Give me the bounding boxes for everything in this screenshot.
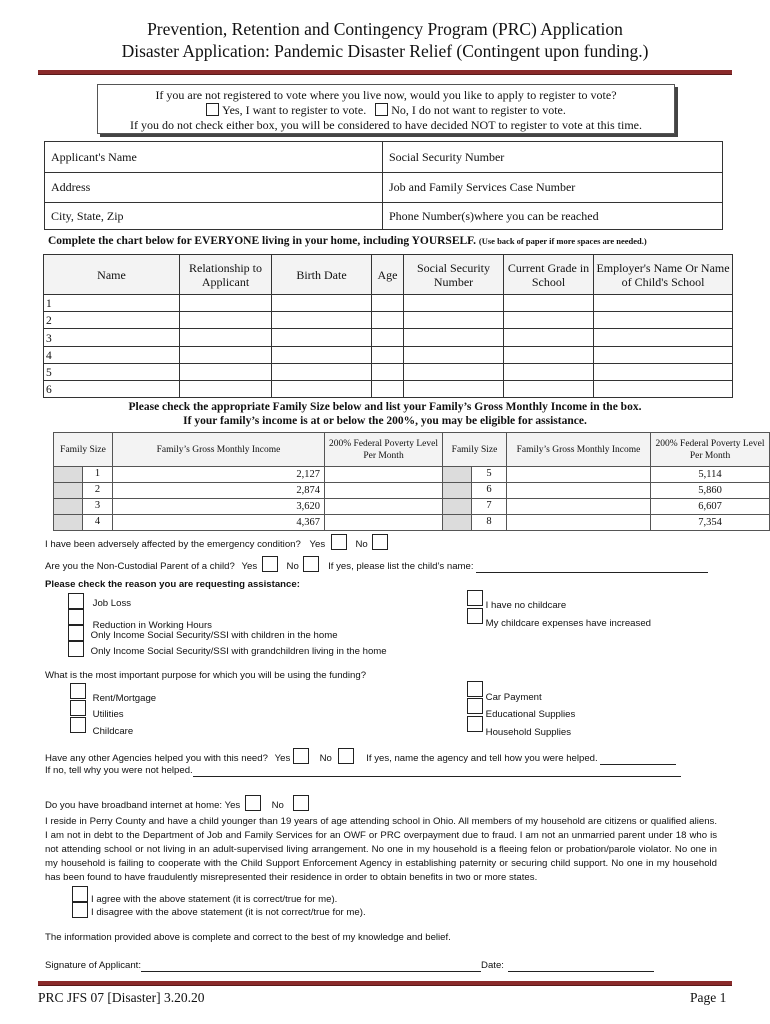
voter-yes-label: Yes, I want to register to vote. xyxy=(222,103,367,117)
household-cell[interactable] xyxy=(504,380,594,397)
household-row-num: 6 xyxy=(44,380,180,397)
family-size: 8 xyxy=(486,516,492,527)
household-cell[interactable] xyxy=(372,312,404,329)
footer-rule xyxy=(38,981,732,986)
household-cell[interactable] xyxy=(594,312,733,329)
family-size: 2 xyxy=(94,484,101,495)
purpose-childcare: Childcare xyxy=(70,717,133,738)
family-size-checkbox[interactable] xyxy=(443,483,472,498)
case-number-field[interactable]: Job and Family Services Case Number xyxy=(383,173,723,203)
col-gross-income: Family’s Gross Monthly Income xyxy=(507,433,651,467)
family-size-checkbox[interactable] xyxy=(443,515,472,530)
household-cell[interactable] xyxy=(504,363,594,380)
household-cell[interactable] xyxy=(372,346,404,363)
gross-income-input[interactable] xyxy=(507,467,651,483)
form-subtitle: Disaster Application: Pandemic Disaster Relief (Contingent upon funding.) xyxy=(121,41,649,61)
household-row-num: 1 xyxy=(44,295,180,312)
col-employer: Employer's Name Or Name of Child's School xyxy=(594,255,733,295)
voter-yes-checkbox[interactable] xyxy=(206,103,219,116)
disagree-option: I disagree with the above statement (it is not correct/true for me). xyxy=(72,902,366,919)
col-birth-date: Birth Date xyxy=(272,255,372,295)
family-size-checkbox[interactable] xyxy=(54,515,83,530)
household-cell[interactable] xyxy=(504,346,594,363)
gross-income-input[interactable] xyxy=(325,483,443,499)
household-row-num: 5 xyxy=(44,363,180,380)
family-size-checkbox[interactable] xyxy=(54,467,83,482)
educational-checkbox[interactable] xyxy=(467,698,483,714)
broadband-no-checkbox[interactable] xyxy=(293,795,309,811)
agree-checkbox[interactable] xyxy=(72,886,88,902)
poverty-amount: 3,620 xyxy=(113,499,325,515)
household-cell[interactable] xyxy=(272,295,372,312)
household-cell[interactable] xyxy=(372,380,404,397)
household-supplies-checkbox[interactable] xyxy=(467,716,483,732)
agencies-no-checkbox[interactable] xyxy=(338,748,354,764)
voter-no-checkbox[interactable] xyxy=(375,103,388,116)
household-cell[interactable] xyxy=(404,312,504,329)
household-cell[interactable] xyxy=(504,329,594,346)
agencies-no-question: If no, tell why you were not helped. xyxy=(45,764,681,777)
household-cell[interactable] xyxy=(594,380,733,397)
poverty-amount: 2,874 xyxy=(113,483,325,499)
applicant-info-table xyxy=(44,141,723,230)
household-row-num: 2 xyxy=(44,312,180,329)
broadband-yes-checkbox[interactable] xyxy=(245,795,261,811)
childcare-increased-checkbox[interactable] xyxy=(467,608,483,624)
signature-row: Signature of Applicant: Date: xyxy=(45,959,654,972)
header-rule xyxy=(38,70,732,75)
form-title: Prevention, Retention and Contingency Program (PRC) Application xyxy=(147,19,623,39)
col-poverty-level: 200% Federal Poverty Level Per Month xyxy=(651,433,770,467)
ssi-grandchildren-checkbox[interactable] xyxy=(68,641,84,657)
noncustodial-yes-checkbox[interactable] xyxy=(262,556,278,572)
no-childcare-checkbox[interactable] xyxy=(467,590,483,606)
agencies-question: Have any other Agencies helped you with this need? Yes No If yes, name the agency and tell how you were helped. xyxy=(45,748,676,765)
purpose-rent: Rent/Mortgage xyxy=(70,683,156,705)
affected-question: I have been adversely affected by the emergency condition? Yes No xyxy=(45,534,388,551)
gross-income-input[interactable] xyxy=(507,483,651,499)
household-cell[interactable] xyxy=(180,380,272,397)
household-cell[interactable] xyxy=(404,346,504,363)
purpose-household: Household Supplies xyxy=(467,716,571,739)
affected-no-checkbox[interactable] xyxy=(372,534,388,550)
poverty-amount: 5,114 xyxy=(651,467,770,483)
utilities-checkbox[interactable] xyxy=(70,700,86,716)
reason-ssi-children: Only Income Social Security/SSI with children in the home xyxy=(68,625,338,642)
col-grade: Current Grade in School xyxy=(504,255,594,295)
household-cell[interactable] xyxy=(180,312,272,329)
family-size: 1 xyxy=(94,468,101,479)
gross-income-input[interactable] xyxy=(325,467,443,483)
household-cell[interactable] xyxy=(404,363,504,380)
col-relationship: Relationship to Applicant xyxy=(180,255,272,295)
voter-no-label: No, I do not want to register to vote. xyxy=(391,103,566,117)
reason-no-childcare: I have no childcare xyxy=(467,590,566,612)
phone-field[interactable]: Phone Number(s)where you can be reached xyxy=(383,203,723,230)
family-size: 5 xyxy=(486,468,492,479)
poverty-amount: 4,367 xyxy=(113,515,325,531)
reason-childcare-increased: My childcare expenses have increased xyxy=(467,608,651,630)
purpose-utilities: Utilities xyxy=(70,700,124,721)
job-loss-checkbox[interactable] xyxy=(68,593,84,609)
reduction-checkbox[interactable] xyxy=(68,609,84,625)
household-cell[interactable] xyxy=(272,380,372,397)
eligibility-statement: I reside in Perry County and have a child younger than 19 years of age attending school in Ohio. All members of my household are citizens or qualified aliens. I am not in debt to the Department of Job and Family Services for an OWF or PRC overpayment due to fraud. I am not an unmarried parent under 18 who is not attending school or not living in an adult-supervised living arrangement. No one in my household is a fleeing felon or probation/parole violator. No one in my household is failing to cooperate with the Child Support Enforcement Agency in establishing paternity or securing child support. No one in my household has been found to have fraudulently misrepresented their residence in order to obtain benefits in two or more states. xyxy=(45,816,717,883)
family-size-checkbox[interactable] xyxy=(443,467,472,482)
gross-income-input[interactable] xyxy=(325,515,443,531)
voter-question: If you are not registered to vote where you live now, would you like to apply to register to vote? xyxy=(155,88,617,102)
household-cell[interactable] xyxy=(372,363,404,380)
applicant-name-field[interactable]: Applicant's Name xyxy=(45,142,383,173)
gross-income-input[interactable] xyxy=(325,499,443,515)
col-ssn: Social Security Number xyxy=(404,255,504,295)
household-cell[interactable] xyxy=(404,329,504,346)
household-cell[interactable] xyxy=(180,329,272,346)
household-cell[interactable] xyxy=(594,363,733,380)
form-number: PRC JFS 07 [Disaster] 3.20.20 xyxy=(38,990,205,1005)
rent-checkbox[interactable] xyxy=(70,683,86,699)
household-cell[interactable] xyxy=(272,346,372,363)
gross-income-input[interactable] xyxy=(507,515,651,531)
reason-reduction: Reduction in Working Hours xyxy=(68,609,212,632)
family-size: 7 xyxy=(486,500,492,511)
gross-income-input[interactable] xyxy=(507,499,651,515)
voter-registration-box xyxy=(97,84,675,134)
household-cell[interactable] xyxy=(180,363,272,380)
childcare-checkbox[interactable] xyxy=(70,717,86,733)
household-cell[interactable] xyxy=(372,329,404,346)
disagree-checkbox[interactable] xyxy=(72,902,88,918)
address-field[interactable]: Address xyxy=(45,173,383,203)
affected-yes-checkbox[interactable] xyxy=(331,534,347,550)
col-family-size: Family Size xyxy=(54,433,113,467)
household-cell[interactable] xyxy=(594,329,733,346)
family-size-checkbox[interactable] xyxy=(54,499,83,514)
agencies-yes-checkbox[interactable] xyxy=(293,748,309,764)
date-line[interactable] xyxy=(508,960,654,972)
household-cell[interactable] xyxy=(372,295,404,312)
agree-option: I agree with the above statement (it is correct/true for me). xyxy=(72,886,337,906)
broadband-question: Do you have broadband internet at home: Yes No xyxy=(45,795,309,812)
col-poverty-level: 200% Federal Poverty Level Per Month xyxy=(325,433,443,467)
family-size: 4 xyxy=(94,516,101,527)
household-cell[interactable] xyxy=(272,312,372,329)
income-table xyxy=(53,432,770,531)
poverty-amount: 7,354 xyxy=(651,515,770,531)
household-cell[interactable] xyxy=(594,295,733,312)
car-payment-checkbox[interactable] xyxy=(467,681,483,697)
ssi-children-checkbox[interactable] xyxy=(68,625,84,641)
household-cell[interactable] xyxy=(504,295,594,312)
child-name-line[interactable] xyxy=(476,561,708,573)
not-helped-line[interactable] xyxy=(193,765,681,777)
family-size-checkbox[interactable] xyxy=(443,499,472,514)
poverty-amount: 5,860 xyxy=(651,483,770,499)
household-cell[interactable] xyxy=(180,295,272,312)
household-cell[interactable] xyxy=(272,329,372,346)
certification: The information provided above is complete and correct to the best of my knowledge and belief. xyxy=(45,932,451,943)
household-row-num: 4 xyxy=(44,346,180,363)
income-instruction-1: Please check the appropriate Family Size below and list your Family’s Gross Monthly Income in the box. xyxy=(128,401,642,413)
household-cell[interactable] xyxy=(594,346,733,363)
family-size: 3 xyxy=(94,500,101,511)
purpose-car: Car Payment xyxy=(467,681,542,704)
col-gross-income: Family’s Gross Monthly Income xyxy=(113,433,325,467)
poverty-amount: 6,607 xyxy=(651,499,770,515)
noncustodial-question: Are you the Non-Custodial Parent of a child? Yes No If yes, please list the child’s name: xyxy=(45,556,708,573)
household-cell[interactable] xyxy=(404,380,504,397)
col-family-size: Family Size xyxy=(443,433,507,467)
col-age: Age xyxy=(372,255,404,295)
reason-title: Please check the reason you are requesting assistance: xyxy=(45,579,300,590)
household-cell[interactable] xyxy=(504,312,594,329)
col-name: Name xyxy=(44,255,180,295)
household-cell[interactable] xyxy=(404,295,504,312)
purpose-title: What is the most important purpose for which you will be using the funding? xyxy=(45,670,367,681)
household-cell[interactable] xyxy=(272,363,372,380)
family-size: 6 xyxy=(486,484,492,495)
purpose-educational: Educational Supplies xyxy=(467,698,575,721)
voter-note: If you do not check either box, you will be considered to have decided NOT to register to vote at this time. xyxy=(130,118,642,132)
ssn-field[interactable]: Social Security Number xyxy=(383,142,723,173)
signature-line[interactable] xyxy=(141,960,481,972)
noncustodial-no-checkbox[interactable] xyxy=(303,556,319,572)
page-number: Page 1 xyxy=(690,990,727,1005)
household-cell[interactable] xyxy=(180,346,272,363)
income-instruction-2: If your family’s income is at or below the 200%, you may be eligible for assistance. xyxy=(183,415,587,427)
household-table xyxy=(43,254,733,398)
city-state-zip-field[interactable]: City, State, Zip xyxy=(45,203,383,230)
poverty-amount: 2,127 xyxy=(113,467,325,483)
reason-job-loss: Job Loss xyxy=(68,593,131,610)
household-row-num: 3 xyxy=(44,329,180,346)
reason-ssi-grandchildren: Only Income Social Security/SSI with grandchildren living in the home xyxy=(68,641,387,658)
family-size-checkbox[interactable] xyxy=(54,483,83,498)
household-instruction: Complete the chart below for EVERYONE living in your home, including YOURSELF. (Use back of paper if more spaces are needed.) xyxy=(48,235,647,247)
